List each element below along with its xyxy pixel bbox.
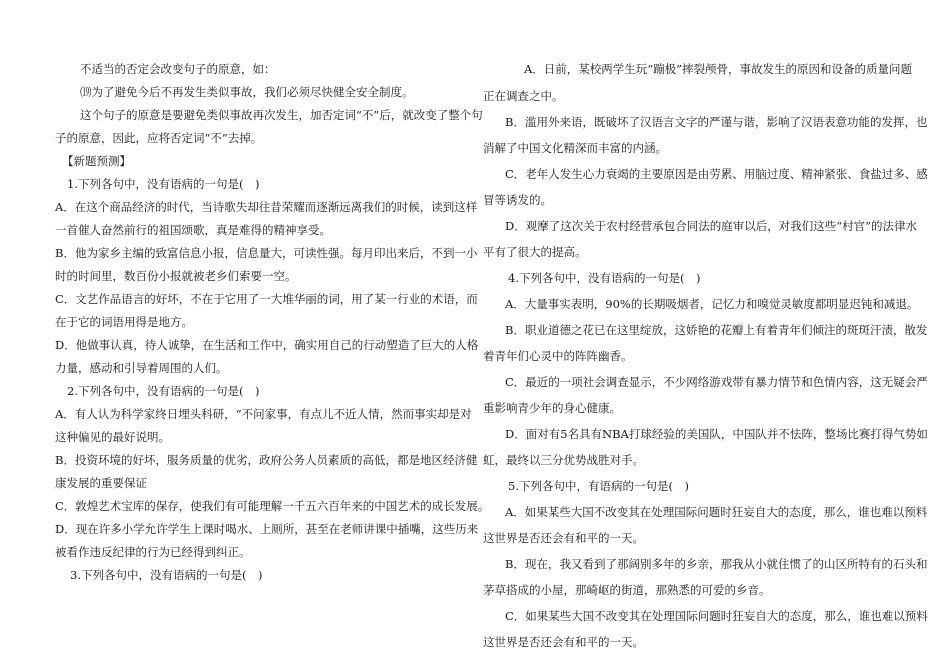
option-line: 这世界是否还会有和平的一天。 (483, 531, 644, 545)
option-line: 这世界是否还会有和平的一天。 (483, 635, 644, 649)
explanation-line: 子的原意，因此，应将否定词“不”去掉。 (55, 131, 263, 145)
option-line: 时的时间里，数百份小报就被老乡们索要一空。 (55, 269, 297, 283)
intro-line: 不适当的否定会改变句子的原意，如： (80, 62, 276, 76)
option-line: B．他为家乡主编的致富信息小报，信息量大，可读性强。每月印出来后，不到一小 (55, 246, 478, 260)
option-line: B．投资环境的好坏，服务质量的优劣，政府公务人员素质的高低，都是地区经济健 (55, 453, 478, 467)
option-line: 消解了中国文化精深而丰富的内涵。 (483, 141, 667, 155)
option-line: 重影响青少年的身心健康。 (483, 401, 621, 415)
option-line: C．老年人发生心力衰竭的主要原因是由劳累、用脑过度、精神紧张、食盐过多、感 (505, 167, 928, 181)
question-stem: 4.下列各句中，没有语病的一句是( ) (508, 271, 701, 285)
option-line: C．文艺作品语言的好坏，不在于它用了一大堆华丽的词，用了某一行业的术语，而 (55, 292, 478, 306)
question-stem: 3.下列各句中，没有语病的一句是( ) (70, 568, 263, 582)
option-line: A．日前，某校两学生玩“蹦极”摔裂颅骨，事故发生的原因和设备的质量问题 (524, 62, 913, 76)
option-line: 着青年们心灵中的阵阵幽香。 (483, 349, 633, 363)
option-line: 平有了很大的提高。 (483, 245, 587, 259)
option-line: B．职业道德之花已在这里绽放，这娇艳的花瓣上有着青年们倾注的斑斑汗渍，散发 (505, 323, 928, 337)
option-line: 在于它的词语用得是地方。 (55, 315, 193, 329)
option-line: 被看作违反纪律的行为已经得到纠正。 (55, 545, 251, 559)
option-line: C．最近的一项社会调查显示，不少网络游戏带有暴力情节和色情内容，这无疑会严 (505, 375, 928, 389)
question-stem: 5.下列各句中，有语病的一句是( ) (508, 479, 689, 493)
option-line: B．现在，我又看到了那阔别多年的乡亲，那我从小就住惯了的山区所特有的石头和 (505, 557, 928, 571)
option-line: A．如果某些大国不改变其在处理国际问题时狂妄自大的态度，那么，谁也难以预料 (505, 505, 928, 519)
section-heading: 【新题预测】 (62, 154, 131, 168)
option-line: 冒等诱发的。 (483, 193, 552, 207)
option-line: A．大量事实表明，90%的长期吸烟者，记忆力和嗅觉灵敏度都明显迟钝和减退。 (505, 297, 919, 311)
option-line: D．观摩了这次关于农村经营承包合同法的庭审以后，对我们这些“村官”的法律水 (505, 219, 917, 233)
question-stem: 1.下列各句中，没有语病的一句是( ) (67, 177, 260, 191)
option-line: 康发展的重要保证 (55, 476, 147, 490)
option-line: C．敦煌艺术宝库的保存，使我们有可能理解一千五六百年来的中国艺术的成长发展。 (55, 499, 490, 513)
explanation-line: 这个句子的原意是要避免类似事故再次发生，加否定词“不”后，就改变了整个句 (80, 108, 483, 122)
option-line: 这种偏见的最好说明。 (55, 430, 170, 444)
option-line: 茅草搭成的小屋，那崎岖的街道，那熟悉的可爱的乡音。 (483, 583, 771, 597)
question-stem: 2.下列各句中，没有语病的一句是( ) (67, 384, 260, 398)
option-line: C．如果某些大国不改变其在处理国际问题时狂妄自大的态度，那么，谁也难以预料 (505, 609, 928, 623)
option-line: 虹，最终以三分优势战胜对手。 (483, 453, 644, 467)
option-line: D．面对有5名具有NBA打球经验的美国队，中国队并不怯阵，整场比赛打得气势如 (505, 427, 928, 441)
option-line: B．滥用外来语，既破坏了汉语言文字的严谨与谐，影响了汉语表意功能的发挥，也 (505, 115, 928, 129)
option-line: 力量，感动和引导着周围的人们。 (55, 361, 228, 375)
option-line: A．在这个商品经济的时代，当诗歌失却往昔荣耀而逐渐远离我们的时候，读到这样 (55, 200, 478, 214)
option-line: 一首催人奋然前行的祖国颂歌，真是难得的精神享受。 (55, 223, 331, 237)
option-line: 正在调查之中。 (483, 89, 564, 103)
option-line: D．现在许多小学允许学生上课时喝水、上厕所，甚至在老师讲课中插嘴，这些历来 (55, 522, 479, 536)
option-line: A．有人认为科学家终日埋头科研，“不问家事，有点儿不近人情，然而事实却是对 (55, 407, 472, 421)
example-sentence: ⒆为了避免今后不再发生类似事故，我们必须尽快健全安全制度。 (80, 85, 414, 99)
option-line: D．他做事认真，待人诚挚，在生活和工作中，确实用自己的行动塑造了巨大的人格 (55, 338, 479, 352)
